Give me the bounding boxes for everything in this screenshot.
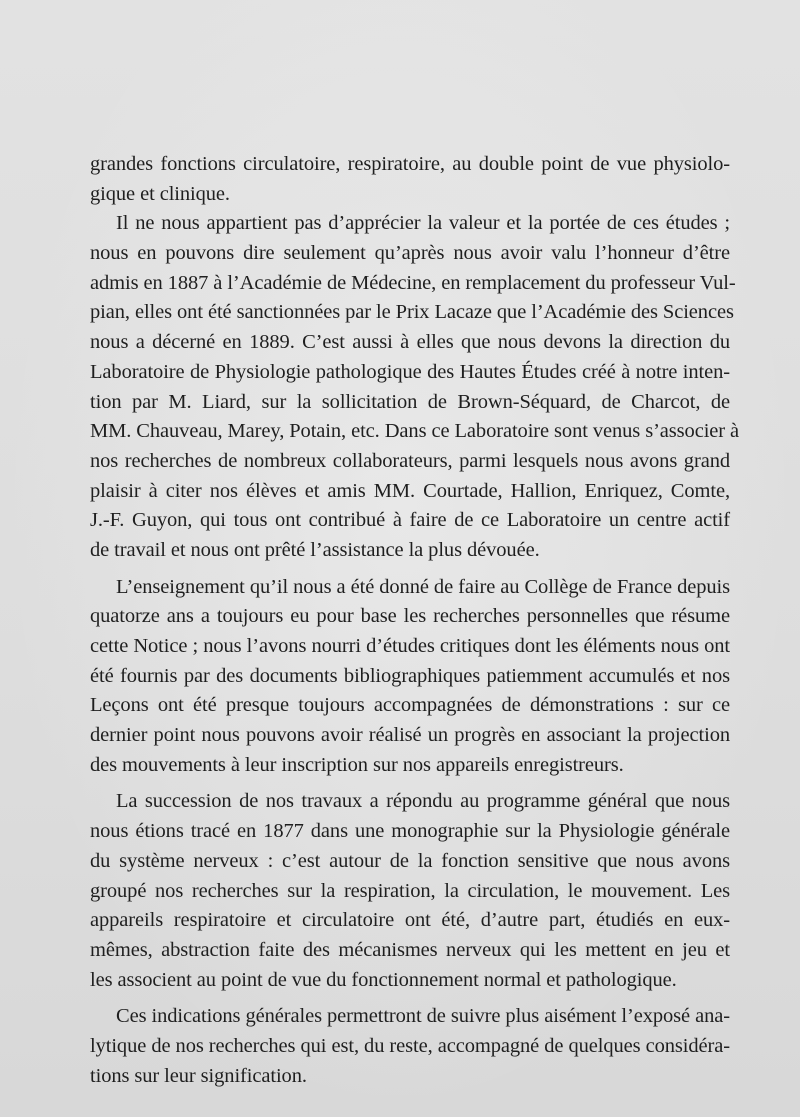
text-line: nous étions tracé en 1877 dans une monographie sur la Physiologie générale	[90, 820, 730, 843]
body-text	[90, 150, 740, 1091]
text-line: nos recherches de nombreux collaborateurs, parmi lesquels nous avons grand	[90, 449, 730, 472]
text-line: L’enseignement qu’il nous a été donné de faire au Collège de France depuis	[116, 575, 730, 598]
text-line: admis en 1887 à l’Académie de Médecine, en remplacement du professeur Vul-	[90, 271, 736, 294]
text-line: J.-F. Guyon, qui tous ont contribué à faire de ce Laboratoire un centre actif	[90, 509, 730, 532]
text-line: Laboratoire de Physiologie pathologique des Hautes Études créé à notre inten-	[90, 360, 730, 383]
text-line: de travail et nous ont prêté l’assistance la plus dévouée.	[90, 538, 540, 561]
text-line: Leçons ont été presque toujours accompagnées de démonstrations : sur ce	[90, 694, 730, 717]
text-line: des mouvements à leur inscription sur nos appareils enregistreurs.	[90, 753, 624, 776]
text-line: tions sur leur signification.	[90, 1064, 307, 1087]
paragraph-1	[90, 150, 730, 209]
text-line: nous en pouvons dire seulement qu’après nous avoir valu l’honneur d’être	[90, 242, 730, 265]
paragraph-spacer	[90, 566, 730, 573]
text-line: groupé nos recherches sur la respiration, la circulation, le mouvement. Les	[90, 879, 730, 902]
paragraph-4	[90, 787, 730, 995]
text-line: gique et clinique.	[90, 182, 230, 205]
text-line: Il ne nous appartient pas d’apprécier la valeur et la portée de ces études ;	[116, 212, 730, 235]
text-line: dernier point nous pouvons avoir réalisé un progrès en associant la projection	[90, 724, 730, 747]
text-line: nous a décerné en 1889. C’est aussi à elles que nous devons la direction du	[90, 331, 730, 354]
text-line: appareils respiratoire et circulatoire ont été, d’autre part, étudiés en eux-	[90, 909, 730, 932]
text-line: plaisir à citer nos élèves et amis MM. Courtade, Hallion, Enriquez, Comte,	[90, 479, 730, 502]
text-line: lytique de nos recherches qui est, du reste, accompagné de quelques considéra-	[90, 1034, 730, 1057]
text-line: Ces indications générales permettront de suivre plus aisément l’exposé ana-	[116, 1005, 730, 1028]
text-line: cette Notice ; nous l’avons nourri d’études critiques dont les éléments nous ont	[90, 635, 730, 657]
text-line: La succession de nos travaux a répondu au programme général que nous	[116, 790, 730, 813]
text-line: du système nerveux : c’est autour de la fonction sensitive que nous avons	[90, 849, 730, 872]
text-line: MM. Chauveau, Marey, Potain, etc. Dans ce Laboratoire sont venus s’associer à	[90, 420, 740, 443]
paragraph-2	[90, 209, 740, 565]
paragraph-spacer	[90, 780, 730, 787]
paragraph-3	[90, 573, 730, 781]
text-line: été fournis par des documents bibliographiques patiemment accumulés et nos	[90, 664, 730, 687]
text-line: grandes fonctions circulatoire, respiratoire, au double point de vue physiolo-	[90, 153, 730, 175]
text-line: pian, elles ont été sanctionnées par le Prix Lacaze que l’Académie des Sciences	[90, 301, 734, 324]
paragraph-5	[90, 1002, 730, 1091]
paragraph-spacer	[90, 995, 730, 1002]
text-line: mêmes, abstraction faite des mécanismes nerveux qui les mettent en jeu et	[90, 938, 730, 961]
text-line: quatorze ans a toujours eu pour base les recherches personnelles que résume	[90, 605, 730, 628]
text-line: tion par M. Liard, sur la sollicitation de Brown-Séquard, de Charcot, de	[90, 390, 730, 413]
text-line: les associent au point de vue du fonctionnement normal et pathologique.	[90, 968, 677, 991]
